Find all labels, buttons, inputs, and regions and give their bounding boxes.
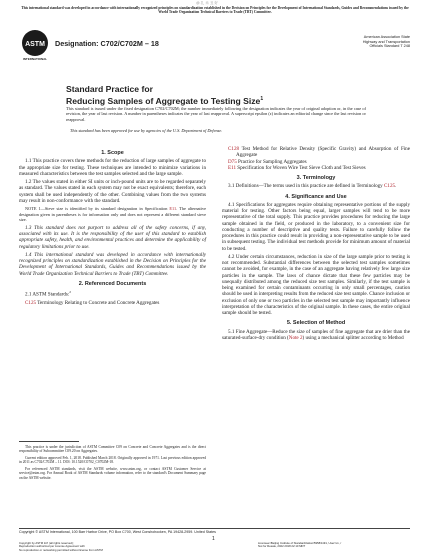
right-header-line: American Association State (363, 35, 410, 39)
section-heading-refs: 2. Referenced Documents (78, 280, 147, 287)
section-heading-scope: 1. Scope (101, 150, 124, 156)
link-c125-term[interactable]: C125 (384, 183, 396, 190)
right-column (222, 146, 410, 343)
paragraph: 1.1 This practice covers three methods for the reduction of large samples of aggregate to the appropriate size for testing. These techniques are intended to minimize variations in measured characteristics between the test samples selected and the large sample. (19, 158, 206, 177)
page-title (66, 84, 263, 106)
paragraph: 1.4 This international standard was developed in accordance with internationally recognized principles on standardization established in the Decision on Principles for the Development of International Standards, Guides and Recommendations issued by the World Trade Organization Technical Barriers to Trade (TBT) Committee. (19, 251, 206, 277)
footnote: Current edition approved Feb. 1, 2018. Published March 2018. Originally approved in 1971. Last previous edition approved in 2011 as C702/C702M – 11. DOI: 10.1520/C0702_C0702M-18. (19, 456, 206, 465)
link-e11[interactable]: E11 (169, 206, 177, 212)
paragraph: 4.1 Specifications for aggregates require obtaining representative portions of the supply material for testing. Other factors being equal, larger samples will tend to be more representative of the total supply. This practice provides procedures for reducing the large sample obtained in the field, or produced in the laboratory, to a convenient size for conducting a number of descriptive and quality tests. Failure to carefully follow the procedures in this practice could result in providing a non-representative sample to be used in subsequent testing. The individual test methods provide for minimum amount of material to be tested. (222, 201, 410, 252)
dod-note: This standard has been approved for use by agencies of the U.S. Department of Defense. (70, 128, 223, 133)
paragraph: 4.2 Under certain circumstances, reduction in size of the large sample prior to testing is not recommended. Substantial differences between the selected test samples sometimes cannot be avoided, for example, in the case of an aggregate having relatively few large size particles in the sample. The laws of chance dictate that these few particles may be unequally distributed among the reduced size test samples. Similarly, if the test sample is being examined for certain contaminants occurring in only small percentages, caution should be used in interpreting results from the reduced size test sample. Chance inclusion or exclusion of only one or two particles in the selected test sample may importantly influence interpretation of the characteristics of the original sample. In these cases, the entire original sample should be tested. (222, 253, 410, 317)
ref-c125: C125 Terminology Relating to Concrete and Concrete Aggregates (25, 300, 160, 307)
link-c128[interactable]: C128 (228, 146, 240, 152)
top-notice: This international standard was developed in accordance with internationally recognized principles on standardization established in the Decision on Principles for the Development of International Standards, Guides and Recommendations issued by the World Trade Organization Technical Barriers to Trade (TBT) Committee. (21, 6, 409, 15)
astm-logo (18, 30, 52, 61)
astm-logo-icon (22, 30, 48, 56)
title-line: Standard Practice for (66, 84, 153, 94)
ref-d75: D75 Practice for Sampling Aggregates (228, 158, 307, 165)
note-1: NOTE 1—Sieve size is identified by its standard designation in Specification E11. The alternative designation given in parentheses is for information only and does not represent a different standard sieve size. (19, 206, 206, 223)
page-number: 1 (212, 536, 215, 542)
link-e11-ref[interactable]: E11 (228, 164, 237, 171)
logo-subtext: INTERNATIONAL (22, 57, 48, 61)
issue-note: This standard is issued under the fixed designation C702/C702M; the number immediately following the designation indicates the year of original adoption or, in the case of revision, the year of last revision. A number in parentheses indicates the year of last reapproval. A superscript epsilon (ε) indicates an editorial change since the last revision or reapproval. (66, 106, 366, 122)
footer-copyright: Copyright © ASTM International, 100 Barr Harbor Drive, PO Box C700, West Conshohocken, PA 19428-2959. United States (19, 530, 216, 534)
ref-e11: E11 Specification for Woven Wire Test Sieve Cloth and Test Sieves (228, 164, 366, 171)
paragraph: 1.2 The values stated in either SI units or inch-pound units are to be regarded separately as standard. The values stated in each system may not be exact equivalents; therefore, each system shall be used independently of the other. Combining values from the two systems may result in non-conformance with the standard. (19, 179, 206, 204)
footnote: This practice is under the jurisdiction of ASTM Committee C09 on Concrete and Concrete Aggregates and is the direct responsibility of Subcommittee C09.20 on Aggregates. (19, 445, 206, 454)
footer-license-left: Copyright by ASTM Int'l (all rights reserved); Reproduction authorized per License Agreement with No reproduction or networking permitted without license from ASTM (19, 541, 103, 552)
footer-license-right: Licensee=Beijing Institute of Standardization/5958/1191, User=xx, r Not for Resale, 2022 2018 22:10 MDT (258, 541, 342, 549)
watermark: @ 扎 米 丑 好 (196, 1, 219, 5)
link-d75[interactable]: D75 (228, 158, 237, 165)
right-header-line: Officials Standard T 248 (369, 44, 410, 48)
paragraph: 3.1 Definitions—The terms used in this practice are defined in Terminology C125. (228, 183, 397, 190)
logo-text: ASTM (25, 41, 45, 48)
section-heading-terminology: 3. Terminology (296, 175, 336, 181)
paragraph: 5.1 Fine Aggregate—Reduce the size of samples of fine aggregate that are drier than the saturated-surface-dry condition (Note 2) using a mechanical splitter according to Method (222, 328, 410, 341)
section-heading-significance: 4. Significance and Use (285, 193, 347, 200)
link-c125[interactable]: C125 (25, 300, 37, 307)
paragraph: 1.3 This standard does not purport to address all of the safety concerns, if any, associated with its use. It is the responsibility of the user of this standard to establish appropriate safety, health, and environmental practices and determine the applicability of regulatory limitations prior to use. (19, 224, 206, 250)
ref-c128: C128 Test Method for Relative Density (Specific Gravity) and Absorption of Fine Aggregate (228, 146, 410, 159)
right-header (363, 35, 410, 49)
link-note-2[interactable]: Note 2 (288, 334, 303, 341)
footer-rule (19, 528, 410, 529)
footnotes (19, 445, 206, 482)
title-footnote-ref: 1 (260, 96, 264, 102)
designation: Designation: C702/C702M – 18 (55, 39, 159, 48)
left-column (19, 146, 206, 307)
section-heading-selection: 5. Selection of Method (286, 320, 346, 327)
paragraph: 2.1 ASTM Standards:$^2$ (25, 290, 72, 298)
right-header-line: Highway and Transportation (362, 39, 410, 44)
footnote-rule (19, 441, 79, 442)
footnote: For referenced ASTM standards, visit the ASTM website, www.astm.org, or contact ASTM Customer Service at service@astm.org. For Annual Book of ASTM Standards volume information, refer to the standard's Document Summary page on the ASTM website. (19, 467, 206, 480)
title-line: Reducing Samples of Aggregate to Testing Size (66, 95, 261, 106)
